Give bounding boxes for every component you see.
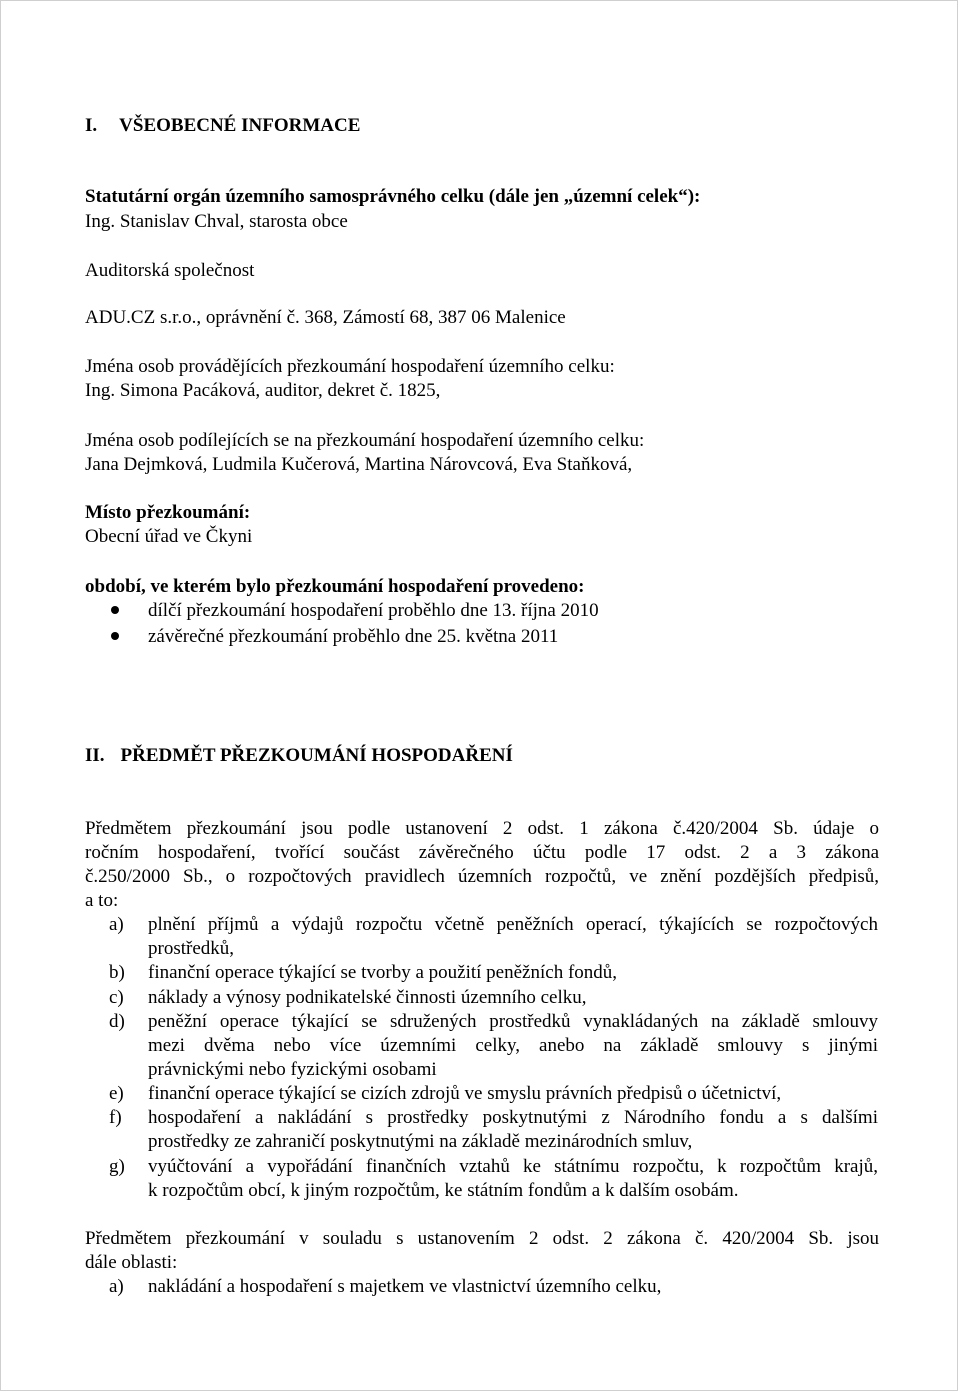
item-d-line-2: mezi dvěma nebo více územními celky, anebo na základě smlouvy s jinými (148, 1035, 878, 1056)
second-item-a-letter: a) (109, 1276, 124, 1297)
item-d-line-1: peněžní operace týkající se sdružených prostředků vynakládaných na základě smlouvy (148, 1011, 878, 1032)
item-g-letter: g) (109, 1156, 125, 1177)
section-2-number: II. (85, 745, 105, 766)
period-label: období, ve kterém bylo přezkoumání hospodaření provedeno: (85, 576, 585, 597)
participants-label: Jména osob podílejících se na přezkoumání hospodaření územního celku: (85, 430, 645, 451)
item-f-letter: f) (109, 1107, 122, 1128)
section-1-number: I. (85, 115, 98, 136)
place-value: Obecní úřad ve Čkyni (85, 526, 253, 547)
audit-company-value: ADU.CZ s.r.o., oprávnění č. 368, Zámostí 68, 387 06 Malenice (85, 307, 566, 328)
item-d-line-3: právnickými nebo fyzickými osobami (148, 1059, 437, 1080)
place-label: Místo přezkoumání: (85, 502, 251, 523)
item-g-line-2: k rozpočtům obcí, k jiným rozpočtům, ke státním fondům a k dalším osobám. (148, 1180, 739, 1201)
item-g-line-1: vyúčtování a vypořádání finančních vztahů ke státnímu rozpočtu, k rozpočtům krajů, (148, 1156, 878, 1177)
period-item-final: závěrečné přezkoumání proběhlo dne 25. května 2011 (148, 626, 559, 647)
item-b-letter: b) (109, 962, 125, 983)
item-e-line-1: finanční operace týkající se cizích zdrojů ve smyslu právních předpisů o účetnictví, (148, 1083, 782, 1104)
item-b-line-1: finanční operace týkající se tvorby a použití peněžních fondů, (148, 962, 618, 983)
intro-line-3: č.250/2000 Sb., o rozpočtových pravidlech územních rozpočtů, ve znění pozdějších předpisů, (85, 866, 879, 887)
bullet-icon (111, 632, 119, 640)
item-a-line-1: plnění příjmů a výdajů rozpočtu včetně peněžních operací, týkajících se rozpočtových (148, 914, 878, 935)
section-2-heading (85, 744, 513, 768)
item-f-line-2: prostředky ze zahraničí poskytnutými na základě mezinárodních smluv, (148, 1131, 693, 1152)
intro-line-4: a to: (85, 890, 119, 911)
second-item-a-line-1: nakládání a hospodaření s majetkem ve vlastnictví územního celku, (148, 1276, 662, 1297)
intro-line-1: Předmětem přezkoumání jsou podle ustanovení 2 odst. 1 zákona č.420/2004 Sb. údaje o (85, 818, 879, 839)
item-a-letter: a) (109, 914, 124, 935)
item-e-letter: e) (109, 1083, 124, 1104)
second-intro-line-1: Předmětem přezkoumání v souladu s ustanovením 2 odst. 2 zákona č. 420/2004 Sb. jsou (85, 1228, 879, 1249)
auditors-value: Ing. Simona Pacáková, auditor, dekret č. 1825, (85, 380, 441, 401)
item-c-line-1: náklady a výnosy podnikatelské činnosti územního celku, (148, 987, 587, 1008)
period-item-partial: dílčí přezkoumání hospodaření proběhlo dne 13. října 2010 (148, 600, 599, 621)
item-a-line-2: prostředků, (148, 938, 235, 959)
item-c-letter: c) (109, 987, 124, 1008)
statutory-value: Ing. Stanislav Chval, starosta obce (85, 211, 348, 232)
statutory-label: Statutární orgán územního samosprávného celku (dále jen „územní celek“): (85, 186, 701, 207)
auditors-label: Jména osob provádějících přezkoumání hospodaření územního celku: (85, 356, 615, 377)
audit-company-label: Auditorská společnost (85, 260, 255, 281)
section-2-title: PŘEDMĚT PŘEZKOUMÁNÍ HOSPODAŘENÍ (120, 745, 513, 766)
item-f-line-1: hospodaření a nakládání s prostředky poskytnutými z Národního fondu a s dalšími (148, 1107, 878, 1128)
section-1-heading (85, 114, 360, 138)
second-intro-line-2: dále oblasti: (85, 1252, 178, 1273)
intro-line-2: ročním hospodaření, tvořící součást závěrečného účtu podle 17 odst. 2 a 3 zákona (85, 842, 879, 863)
participants-value: Jana Dejmková, Ludmila Kučerová, Martina Nárovcová, Eva Staňková, (85, 454, 633, 475)
bullet-icon (111, 606, 119, 614)
item-d-letter: d) (109, 1011, 125, 1032)
section-1-title: VŠEOBECNÉ INFORMACE (119, 115, 361, 136)
